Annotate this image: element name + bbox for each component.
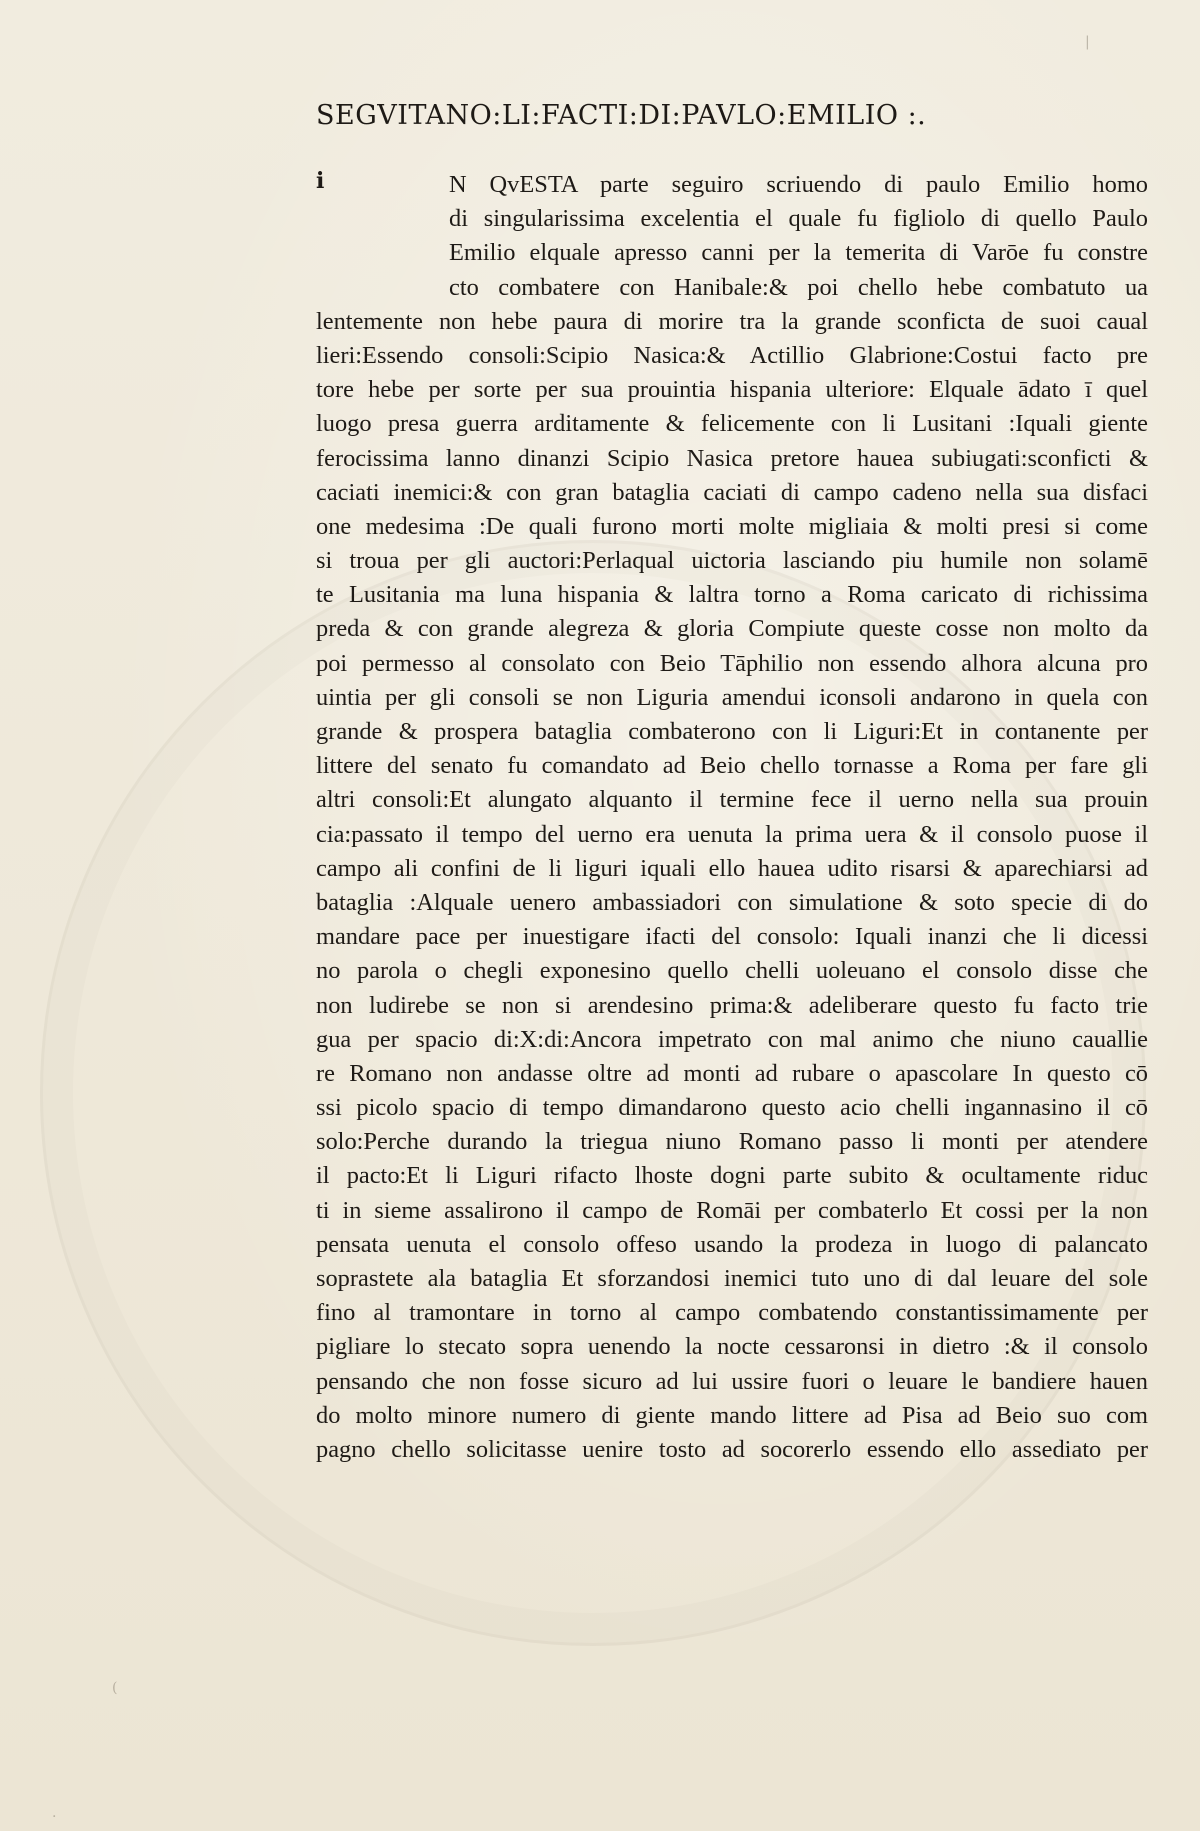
text-line: preda & con grande alegreza & gloria Compiute queste cosse non molto da bbox=[316, 615, 1148, 643]
text-line: si troua per gli auctori:Perlaqual uictoria lasciando piu humile non solamē bbox=[316, 547, 1148, 575]
text-line: pensata uenuta el consolo offeso usando la prodeza in luogo di palancato bbox=[316, 1230, 1148, 1258]
text-line: solo:Perche durando la triegua niuno Romano passo li monti per atendere bbox=[316, 1128, 1148, 1156]
text-line: poi permesso al consolato con Beio Tāphilio non essendo alhora alcuna pro bbox=[316, 649, 1148, 677]
text-line: pagno chello solicitasse uenire tosto ad socorerlo essendo ello assediato per bbox=[316, 1435, 1148, 1463]
text-line: lieri:Essendo consoli:Scipio Nasica:& Actillio Glabrione:Costui facto pre bbox=[316, 341, 1148, 369]
text-line: ferocissima lanno dinanzi Scipio Nasica pretore hauea subiugati:sconficti & bbox=[316, 444, 1148, 472]
text-line: campo ali confini de li liguri iquali ello hauea udito risarsi & aparechiarsi ad bbox=[316, 854, 1148, 882]
text-line: cia:passato il tempo del uerno era uenuta la prima uera & il consolo puose il bbox=[316, 820, 1148, 848]
text-line: Emilio elquale apresso canni per la temerita di Varōe fu constre bbox=[449, 239, 1148, 267]
text-line: il pacto:Et li Liguri rifacto lhoste dogni parte subito & ocultamente riduc bbox=[316, 1162, 1148, 1190]
text-line: soprastete ala bataglia Et sforzandosi inemici tuto uno di dal leuare del sole bbox=[316, 1265, 1148, 1292]
margin-mark: ( bbox=[112, 1680, 118, 1696]
text-line: N QvESTA parte seguiro scriuendo di paulo Emilio homo bbox=[449, 171, 1148, 198]
margin-mark: . bbox=[52, 1805, 57, 1821]
text-line: lentemente non hebe paura di morire tra la grande sconficta de suoi caual bbox=[316, 307, 1148, 335]
text-line: uintia per gli consoli se non Liguria amendui iconsoli andarono in quela con bbox=[316, 683, 1148, 711]
text-line: te Lusitania ma luna hispania & laltra torno a Roma caricato di richissima bbox=[316, 581, 1148, 609]
text-line: no parola o chegli exponesino quello chelli uoleuano el consolo disse che bbox=[316, 957, 1148, 985]
text-line: bataglia :Alquale uenero ambassiadori con simulatione & soto specie di do bbox=[316, 888, 1148, 916]
text-line: luogo presa guerra arditamente & felicemente con li Lusitani :Iquali giente bbox=[316, 410, 1148, 438]
page-heading: SEGVITANO:LI:FACTI:DI:PAVLO:EMILIO :. bbox=[316, 100, 927, 131]
text-line: pigliare lo stecato sopra uenendo la nocte cessaronsi in dietro :& il consolo bbox=[316, 1333, 1148, 1361]
guide-letter: i bbox=[316, 168, 325, 194]
text-line: pensando che non fosse sicuro ad lui ussire fuori o leuare le bandiere hauen bbox=[316, 1367, 1148, 1395]
text-line: littere del senato fu comandato ad Beio chello tornasse a Roma per fare gli bbox=[316, 752, 1148, 780]
text-line: altri consoli:Et alungato alquanto il termine fece il uerno nella sua prouin bbox=[316, 786, 1148, 814]
text-line: fino al tramontare in torno al campo combatendo constantissimamente per bbox=[316, 1299, 1148, 1327]
text-line: non ludirebe se non si arendesino prima:& adeliberare questo fu facto trie bbox=[316, 991, 1148, 1019]
text-line: di singularissima excelentia el quale fu figliolo di quello Paulo bbox=[449, 205, 1148, 233]
text-line: gua per spacio di:X:di:Ancora impetrato con mal animo che niuno cauallie bbox=[316, 1025, 1148, 1053]
text-line: caciati inemici:& con gran bataglia caciati di campo cadeno nella sua disfaci bbox=[316, 478, 1148, 506]
text-line: mandare pace per inuestigare ifacti del consolo: Iquali inanzi che li dicessi bbox=[316, 923, 1148, 951]
text-line: do molto minore numero di giente mando littere ad Pisa ad Beio suo com bbox=[316, 1401, 1148, 1429]
text-line: re Romano non andasse oltre ad monti ad rubare o apascolare In questo cō bbox=[316, 1059, 1148, 1087]
text-line: one medesima :De quali furono morti molte migliaia & molti presi si come bbox=[316, 512, 1148, 540]
text-line: ti in sieme assalirono il campo de Romāi per combaterlo Et cossi per la non bbox=[316, 1196, 1148, 1224]
text-line: cto combatere con Hanibale:& poi chello hebe combatuto ua bbox=[449, 273, 1148, 301]
margin-mark: | bbox=[1085, 34, 1090, 50]
body-text bbox=[316, 168, 1148, 1467]
text-line: ssi picolo spacio di tempo dimandarono questo acio chelli ingannasino il cō bbox=[316, 1094, 1148, 1122]
text-line: tore hebe per sorte per sua prouintia hispania ulteriore: Elquale ādato ī quel bbox=[316, 376, 1148, 404]
text-line: grande & prospera bataglia combaterono con li Liguri:Et in contanente per bbox=[316, 718, 1148, 745]
